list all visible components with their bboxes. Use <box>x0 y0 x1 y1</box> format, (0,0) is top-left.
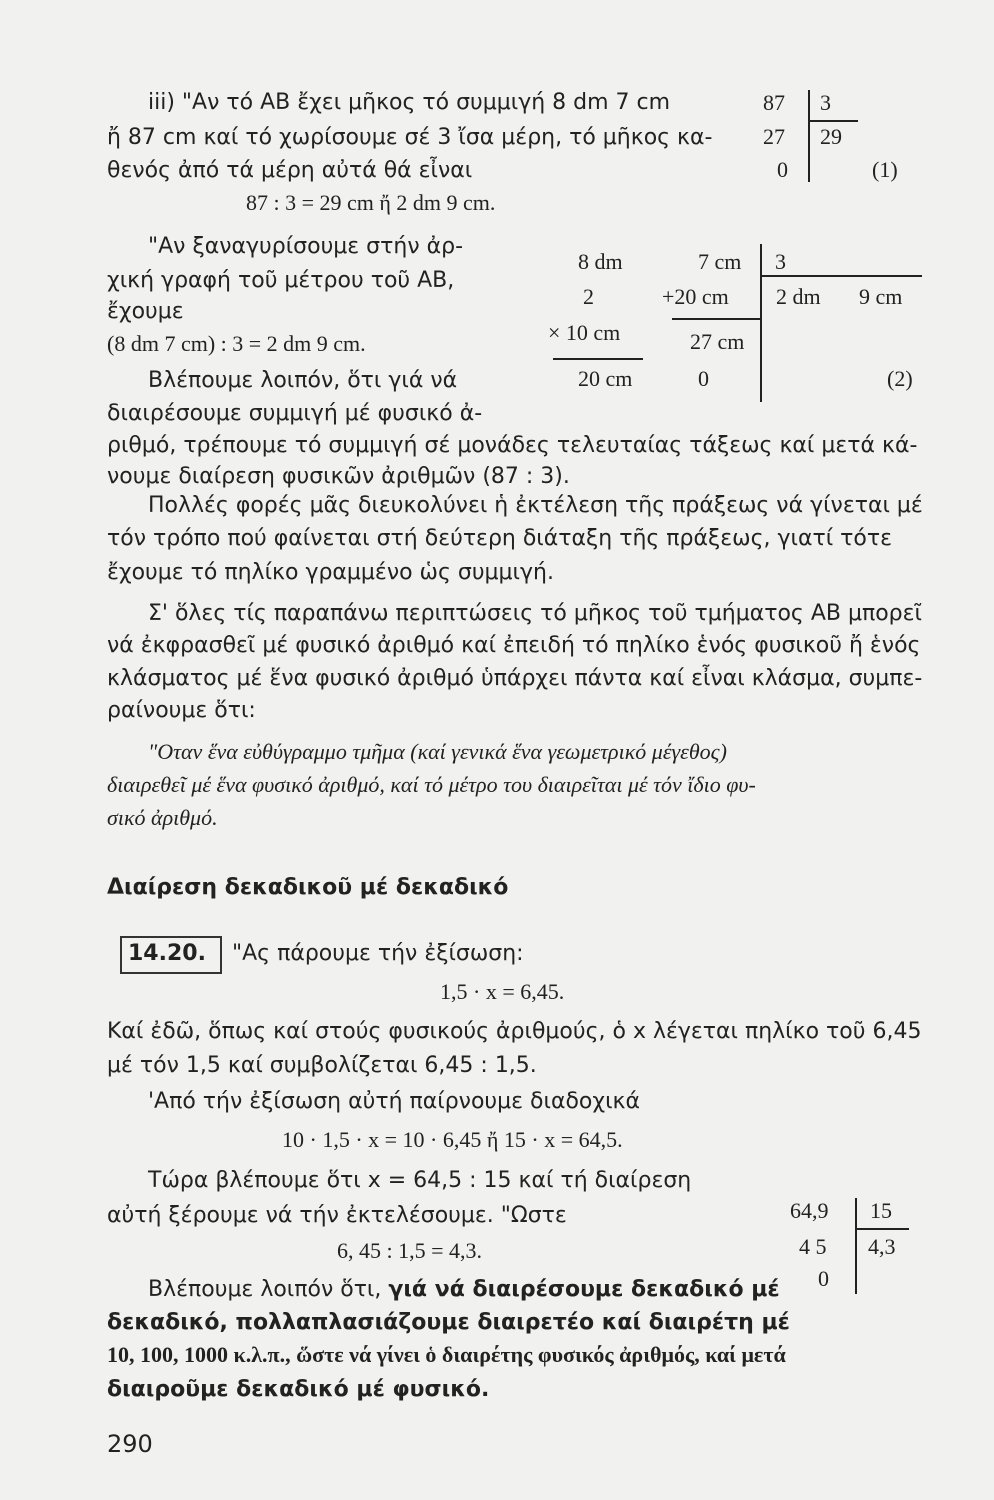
text-line: κλάσματος μέ ἕνα φυσικό ἀριθμό ὑπάρχει πάντα καί εἶναι κλάσμα, συμπε- <box>107 666 923 691</box>
remainder-step: 27 <box>763 124 785 149</box>
text-line: θενός ἀπό τά μέρη αὐτά θά εἶναι <box>107 158 473 183</box>
text-line: ραίνουμε ὅτι: <box>107 698 256 723</box>
italic-rule-line: διαιρεθεῖ μέ ἕνα φυσικό ἀριθμό, καί τό μέτρο του διαιρεῖται μέ τόν ἴδιο φυ- <box>107 772 756 797</box>
rule <box>553 358 643 360</box>
remainder-step: 4 5 <box>799 1234 827 1259</box>
equation-label: (2) <box>887 366 913 391</box>
divisor: 15 <box>870 1198 892 1223</box>
text-line: Καί ἐδῶ, ὅπως καί στούς φυσικούς ἀριθμούς, ὁ x λέγεται πηλίκο τοῦ 6,45 <box>107 1019 922 1044</box>
quotient-line <box>808 120 858 122</box>
remainder: 0 <box>818 1266 829 1291</box>
division-bar <box>855 1198 857 1294</box>
divisor: 3 <box>775 249 786 274</box>
text-line: Τώρα βλέπουμε ὅτι x = 64,5 : 15 καί τή διαίρεση <box>148 1168 692 1193</box>
text-line: iii) "Αν τό ΑΒ ἔχει μῆκος τό συμμιγή 8 dm 7 cm <box>148 90 671 115</box>
quotient-line <box>855 1228 909 1230</box>
cell: 0 <box>698 366 709 391</box>
text-line: Σ' ὅλες τίς παραπάνω περιπτώσεις τό μῆκος τοῦ τμήματος ΑΒ μπορεῖ <box>148 601 922 626</box>
bold-text: γιά νά διαιρέσουμε δεκαδικό μέ <box>388 1277 780 1302</box>
rule <box>672 318 760 320</box>
bold-text-line: διαιροῦμε δεκαδικό μέ φυσικό. <box>107 1377 490 1402</box>
text-line: ριθμό, τρέπουμε τό συμμιγή σέ μονάδες τελευταίας τάξεως καί μετά κά- <box>107 433 918 458</box>
text-line: "Ας πάρουμε τήν ἐξίσωση: <box>232 941 524 966</box>
quotient: 4,3 <box>868 1234 896 1259</box>
divisor: 3 <box>820 90 831 115</box>
text-line: μέ τόν 1,5 καί συμβολίζεται 6,45 : 1,5. <box>107 1053 537 1078</box>
equation: 6, 45 : 1,5 = 4,3. <box>337 1238 483 1263</box>
text-line: "Αν ξαναγυρίσουμε στήν ἀρ- <box>148 234 464 259</box>
text-line: 'Από τήν ἐξίσωση αὐτή παίρνουμε διαδοχικά <box>148 1089 640 1114</box>
division-bar <box>808 90 810 182</box>
dividend: 64,9 <box>790 1198 829 1223</box>
cell: 8 dm <box>578 249 623 274</box>
quotient: 29 <box>820 124 842 149</box>
cell: +20 cm <box>662 284 729 309</box>
italic-rule-line: σικό ἀριθμό. <box>107 805 218 830</box>
dividend: 87 <box>763 90 785 115</box>
text-line: αὐτή ξέρουμε νά τήν ἐκτελέσουμε. "Ωστε <box>107 1203 567 1228</box>
equation: 1,5 · x = 6,45. <box>440 979 565 1004</box>
remainder: 0 <box>777 157 788 182</box>
text-line: νά ἐκφρασθεῖ μέ φυσικό ἀριθμό καί ἐπειδή τό πηλίκο ἑνός φυσικοῦ ἤ ἑνός <box>107 633 921 658</box>
bold-text-line: δεκαδικό, πολλαπλασιάζουμε διαιρετέο καί διαιρέτη μέ <box>107 1310 790 1335</box>
cell: 2 <box>583 284 594 309</box>
text-line: νουμε διαίρεση φυσικῶν ἀριθμῶν (87 : 3). <box>107 464 570 489</box>
equation-label: (1) <box>872 157 898 182</box>
text-line: ἤ 87 cm καί τό χωρίσουμε σέ 3 ἴσα μέρη, τό μῆκος κα- <box>107 125 713 150</box>
equation: 10 · 1,5 · x = 10 · 6,45 ἤ 15 · x = 64,5. <box>282 1127 623 1152</box>
text-line: ἔχουμε <box>107 299 184 324</box>
text-line: χική γραφή τοῦ μέτρου τοῦ ΑΒ, <box>107 268 455 293</box>
italic-rule-line: "Οταν ἕνα εὐθύγραμμο τμῆμα (καί γενικά ἕνα γεωμετρικό μέγεθος) <box>148 739 727 764</box>
quotient-dm: 2 dm <box>776 284 821 309</box>
division-bar <box>760 244 762 402</box>
text-line: Πολλές φορές μᾶς διευκολύνει ἡ ἐκτέλεση τῆς πράξεως νά γίνεται μέ <box>148 493 923 518</box>
text-line: ἔχουμε τό πηλίκο γραμμένο ὡς συμμιγή. <box>107 560 554 585</box>
equation: (8 dm 7 cm) : 3 = 2 dm 9 cm. <box>107 331 366 356</box>
cell: × 10 cm <box>548 320 621 345</box>
page-number: 290 <box>107 1430 153 1458</box>
equation: 87 : 3 = 29 cm ἤ 2 dm 9 cm. <box>246 190 496 215</box>
text-span: Βλέπουμε λοιπόν ὅτι, <box>148 1277 389 1302</box>
section-number: 14.20. <box>128 941 206 966</box>
quotient-cm: 9 cm <box>859 284 903 309</box>
text-line: διαιρέσουμε συμμιγή μέ φυσικό ἀ- <box>107 401 483 426</box>
quotient-line <box>760 275 922 277</box>
section-heading: Διαίρεση δεκαδικοῦ μέ δεκαδικό <box>107 875 509 900</box>
cell: 27 cm <box>690 329 745 354</box>
cell: 20 cm <box>578 366 633 391</box>
text-line <box>148 1276 780 1304</box>
cell: 7 cm <box>698 249 742 274</box>
bold-text-line: 10, 100, 1000 κ.λ.π., ὥστε νά γίνει ὁ διαιρέτης φυσικός ἀριθμός, καί μετά <box>107 1342 786 1367</box>
text-line: Βλέπουμε λοιπόν, ὅτι γιά νά <box>148 368 458 393</box>
text-line: τόν τρόπο πού φαίνεται στή δεύτερη διάταξη τῆς πράξεως, γιατί τότε <box>107 526 892 551</box>
